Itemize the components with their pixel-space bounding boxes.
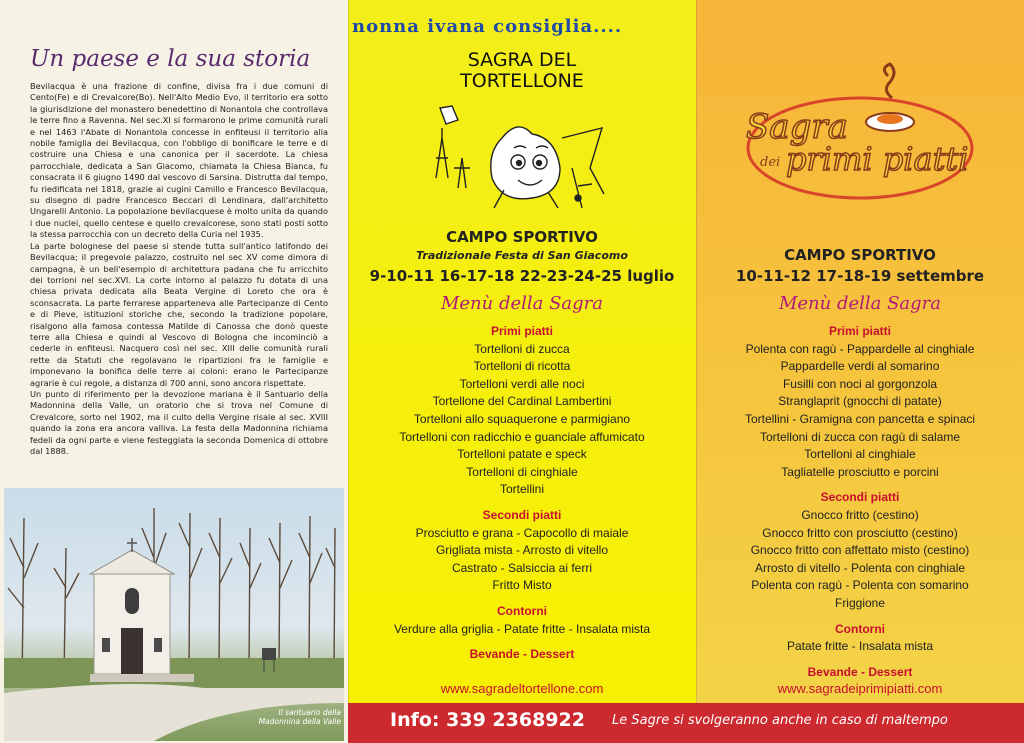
menu-item: Castrato - Salsiccia ai ferri (451, 560, 593, 575)
menu-heading-contorni: Contorni (497, 603, 547, 618)
menu-item: Tortellini - Gramigna con pancetta e spinaci (744, 411, 976, 426)
weather-note: Le Sagre si svolgeranno anche in caso di maltempo (612, 713, 948, 728)
menu-item: Tortelloni al cinghiale (804, 447, 916, 462)
photo-caption: Il santuario della Madonnina della Valle (258, 708, 341, 726)
menu-item: Tortelloni di zucca (474, 341, 570, 356)
tortellone-venue: CAMPO SPORTIVO (446, 228, 598, 246)
menu-item: Grigliata mista - Arrosto di vitello (435, 543, 609, 558)
menu-item: Gnocco fritto con prosciutto (cestino) (762, 525, 958, 540)
menu-item: Stranglaprit (gnocchi di patate) (778, 394, 942, 409)
menu-item: Fusilli con noci al gorgonzola (782, 376, 938, 391)
menu-heading-primi: Primi piatti (490, 324, 553, 338)
menu-item: Pappardelle verdi al somarino (780, 359, 940, 374)
menu-item: Tortelloni allo squaquerone e parmigiano (413, 411, 631, 426)
history-paragraph: La parte bolognese del paese si stende tutta sull'antico latifondo dei Bevilacqua; il pregevole palazzo, costruito nel sec XV come dimora di campagna, è un bell'esempio di architettura padana che fu arricchito dei torrioni nel sec.XVI. La corte intorno al palazzo fu dotata di una chiesa privata dedicata alla Beata Vergine di Loreto che ora è sconsacrata. La parte ferrarese apparteneva alle Partecipanze di Cento e di Pieve, istituzioni storiche che, secondo la tradizione popolare, risalgono alla famosa contessa Matilde di Canossa che donò queste terre alla Chiesa e quindi al Vescovo di Bologna che incominciò a cederle in enfiteusi. Nacquero così nel sec. XIII delle comunità rurali rette da Statuti che regolavano le ripartizioni fra le famiglie e imponevano la bonifica delle terre ai coloni: erano le Partecipanze agrarie è cui regole, a distanza di 700 anni, sono ancora rispettate. (30, 240, 328, 388)
history-paragraph: Bevilacqua è una frazione di confine, divisa fra i due comuni di Cento(Fe) e di Crevalcore(Bo). Nell'Alto Medio Evo, il territorio era sotto la giurisdizione del monastero benedettino di Nonantola che controllava le terre fino a Ravenna. Nel sec.XI si formarono le prime comunità rurali e nel 1463 l'Abate di Nonantola concesse in enfiteusi il territorio alla nobile famiglia dei Bevilacqua, con l'obbligo di bonificare le terre e di costruire una Chiesa e una canonica per il sacerdote. La chiesa parrocchiale, dedicata a San Giacomo, chiamata la Chiesa Bianca, fu consacrata il 6 giugno 1490 dal vescovo di Sarsina. Distrutta dal tempo, fu riedificata nel 1818, grazie ai cugini Camillo e Francesco Bevilacqua, su disegno di padre Francesco Beccari di Lendinara, dall'architetto Ungarelli Antonio. La popolazione bevilacquese è molto unita da quando i due nuclei, quello centese e quello crevalcorese, sono stati posti sotto la stessa parrocchia con un decreto della Curia nel 1935. (30, 81, 328, 240)
menu-heading-secondi: Secondi piatti (820, 490, 900, 505)
sanctuary-photo (4, 488, 344, 741)
tortellone-menu (348, 323, 696, 664)
menu-item: Tortelloni patate e speck (457, 447, 587, 462)
menu-item: Verdure alla griglia - Patate fritte - Insalata mista (393, 621, 651, 636)
fold-line (696, 0, 697, 703)
fold-line (348, 0, 349, 703)
banner-text: nonna ivana consiglia.... (352, 16, 623, 37)
menu-item: Fritto Misto (492, 578, 552, 593)
menu-item: Tortelloni verdi alle noci (459, 376, 585, 391)
tortellone-menu-title: Menù della Sagra (440, 293, 604, 314)
logo-text-sagra: Sagra (746, 107, 848, 147)
menu-heading-bevande: Bevande - Dessert (807, 664, 913, 679)
info-phone[interactable]: Info: 339 2368922 (390, 709, 585, 731)
logo-text-dei: dei (760, 155, 781, 170)
tortellone-dates: 9-10-11 16-17-18 22-23-24-25 luglio (369, 267, 675, 285)
tortellone-mascot-illustration (432, 98, 612, 216)
menu-item: Polenta con ragù - Polenta con somarino (751, 578, 969, 593)
menu-heading-secondi: Secondi piatti (482, 507, 562, 522)
menu-item: Polenta con ragù - Pappardelle al cinghiale (745, 341, 975, 356)
sagra-primi-piatti-logo (740, 62, 980, 202)
menu-item: Arrosto di vitello - Polenta con cinghiale (754, 560, 966, 575)
primi-dates: 10-11-12 17-18-19 settembre (735, 267, 985, 285)
logo-text-primi-piatti: primi piatti (786, 140, 969, 178)
history-paragraph: Un punto di riferimento per la devozione mariana è il Santuario della Madonnina della Valle, un oratorio che si trova nel Comune di Crevalcore, sorto nel 1902, ma il culto della Vergine risale al sec. XVIII quando la zona era ancora valliva. La festa della Madonnina richiama fedeli da ogni parte e viene festeggiata la seconda Domenica di ottobre dal 1888. (30, 388, 328, 456)
tortellone-title-line2: TORTELLONE (460, 70, 584, 92)
menu-item: Gnocco fritto (cestino) (801, 507, 919, 522)
menu-item: Tortellini (499, 482, 544, 497)
menu-item: Tortelloni con radicchio e guanciale affumicato (399, 429, 645, 444)
menu-item: Tortelloni di cinghiale (466, 464, 578, 479)
menu-heading-bevande: Bevande - Dessert (469, 647, 575, 662)
primi-menu (696, 323, 1024, 681)
tortellone-tagline: Tradizionale Festa di San Giacomo (416, 249, 628, 262)
primi-menu-title: Menù della Sagra (778, 293, 942, 314)
menu-heading-contorni: Contorni (835, 621, 885, 636)
menu-item: Friggione (834, 595, 886, 610)
menu-heading-primi: Primi piatti (828, 324, 891, 338)
tortellone-website-link[interactable]: www.sagradeltortellone.com (440, 681, 604, 696)
menu-item: Prosciutto e grana - Capocollo di maiale (415, 525, 629, 540)
primi-venue: CAMPO SPORTIVO (784, 246, 936, 264)
history-text (30, 81, 328, 457)
menu-item: Tagliatelle prosciutto e porcini (781, 464, 939, 479)
tortellone-title-line1: SAGRA DEL (467, 49, 577, 71)
menu-item: Tortelloni di ricotta (473, 359, 571, 374)
menu-item: Gnocco fritto con affettato misto (cestino) (750, 543, 970, 558)
menu-item: Patate fritte - Insalata mista (786, 639, 934, 654)
menu-item: Tortellone del Cardinal Lambertini (432, 394, 612, 409)
history-title: Un paese e la sua storia (30, 46, 311, 72)
menu-item: Tortelloni di zucca con ragù di salame (759, 429, 961, 444)
primi-website-link[interactable]: www.sagradeiprimipiatti.com (777, 681, 943, 696)
